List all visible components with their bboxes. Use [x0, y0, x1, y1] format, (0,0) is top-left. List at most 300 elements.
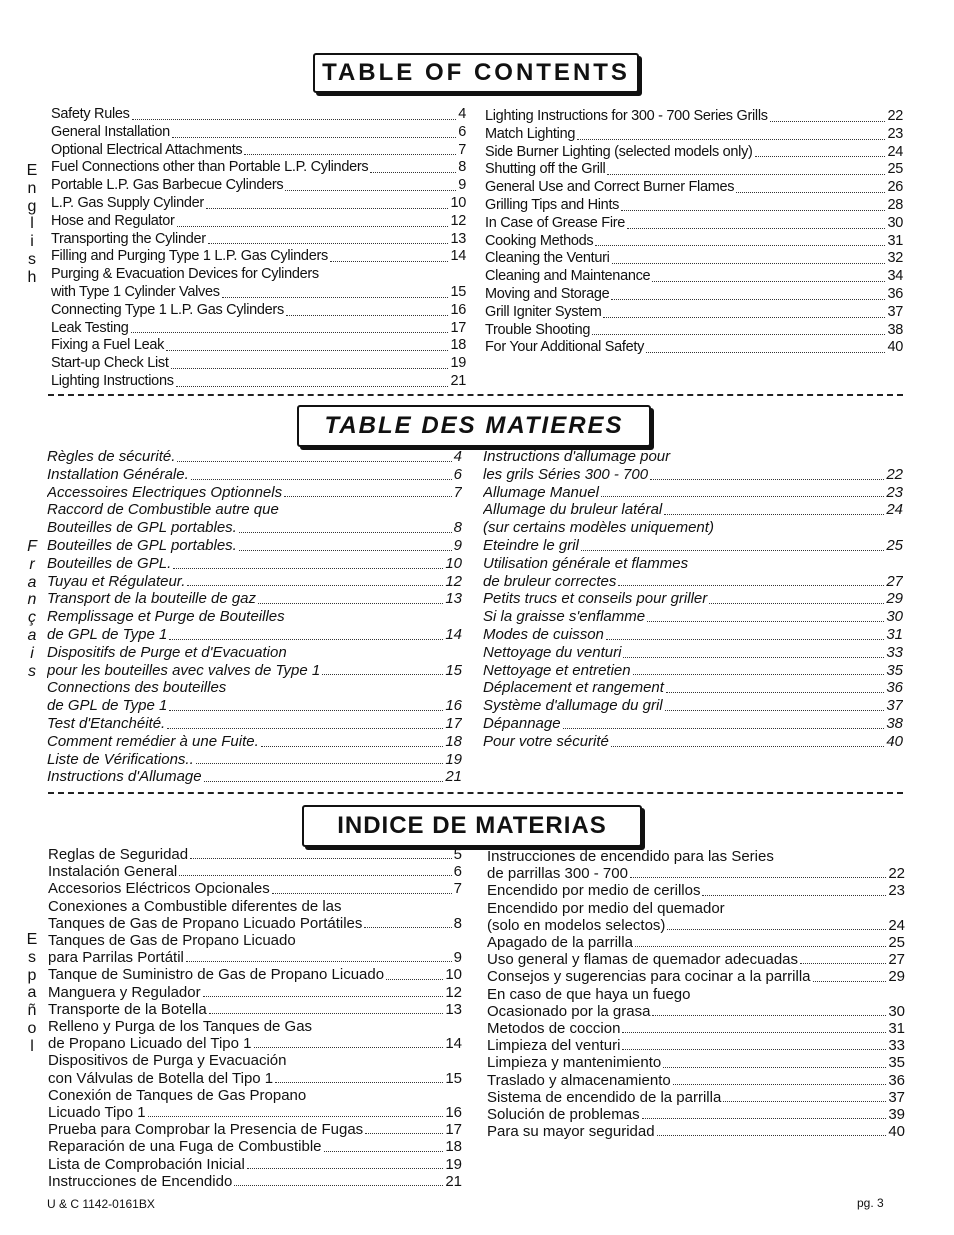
toc-entry-label: Lighting Instructions for 300 - 700 Series Grills	[485, 108, 768, 124]
toc-entry	[47, 466, 462, 484]
toc-entry-label: Nettoyage du venturi	[483, 643, 622, 661]
spanish-side-label	[24, 931, 40, 1056]
toc-entry-page: 34	[887, 268, 903, 285]
toc-entry	[487, 917, 905, 934]
dot-leader	[322, 674, 443, 675]
dot-leader	[647, 621, 884, 622]
toc-entry-label: Reglas de Seguridad	[48, 846, 189, 863]
toc-entry	[487, 1089, 905, 1106]
toc-entry	[48, 1173, 462, 1190]
dot-leader	[386, 979, 443, 980]
toc-entry-label: Nettoyage et entretien	[483, 661, 631, 679]
toc-entry-label: Instructions d'allumage pour	[483, 448, 671, 465]
toc-entry-page: 21	[445, 1172, 462, 1190]
toc-entry	[483, 466, 903, 484]
dot-leader	[187, 585, 443, 586]
toc-entry-label: In Case of Grease Fire	[485, 214, 626, 231]
toc-entry-page: 31	[887, 232, 903, 249]
spanish-title-text: INDICE DE MATERIAS	[337, 812, 607, 839]
toc-entry-label: Transporting the Cylinder	[51, 230, 206, 247]
toc-entry-page: 17	[445, 714, 462, 732]
toc-entry	[51, 231, 466, 249]
toc-entry	[47, 608, 462, 626]
toc-entry-label: Test d'Etanchéité.	[47, 714, 166, 732]
toc-entry	[48, 966, 462, 983]
toc-entry-label: Transport de la bouteille de gaz	[47, 590, 257, 608]
toc-entry-label: Instalación General	[48, 863, 178, 881]
toc-entry-page: 24	[887, 143, 903, 160]
toc-entry-label: Dispositivos de Purga y Evacuación	[48, 1052, 287, 1070]
toc-entry-page: 35	[886, 661, 903, 679]
toc-entry	[47, 590, 462, 608]
dot-leader	[622, 1032, 886, 1033]
toc-entry	[485, 215, 903, 233]
toc-entry-label: Relleno y Purga de los Tanques de Gas	[48, 1018, 313, 1036]
toc-entry-label: Liste de Vérifications..	[47, 750, 194, 768]
toc-entry-label: Tuyau et Régulateur.	[47, 572, 186, 590]
toc-entry-page: 31	[886, 625, 903, 643]
toc-entry-page: 4	[458, 106, 466, 122]
dot-leader	[663, 1067, 886, 1068]
toc-entry-label: General Use and Correct Burner Flames	[485, 179, 735, 196]
toc-entry	[48, 898, 462, 915]
dot-leader	[209, 1013, 444, 1014]
toc-entry-label: de GPL de Type 1	[47, 697, 168, 715]
toc-entry-page: 8	[458, 159, 466, 176]
toc-entry	[485, 108, 903, 126]
toc-entry-page: 33	[886, 643, 903, 661]
toc-entry	[487, 1054, 905, 1071]
toc-entry-page: 36	[887, 285, 903, 302]
toc-entry	[483, 519, 903, 537]
dot-leader	[603, 317, 885, 318]
toc-entry-label: de GPL de Type 1	[47, 625, 168, 643]
dot-leader	[208, 243, 449, 244]
dot-leader	[607, 174, 885, 175]
toc-entry	[485, 250, 903, 268]
toc-entry-label: Utilisation générale et flammes	[483, 554, 689, 572]
toc-entry-label: Purging & Evacuation Devices for Cylinders	[51, 266, 319, 283]
dot-leader	[148, 1116, 444, 1117]
toc-entry-page: 9	[458, 177, 466, 194]
dot-leader	[370, 172, 456, 173]
dot-leader	[592, 334, 885, 335]
toc-entry	[51, 124, 466, 142]
toc-entry	[485, 304, 903, 322]
toc-entry-page: 22	[887, 108, 903, 124]
dot-leader	[286, 315, 449, 316]
dot-leader	[261, 746, 444, 747]
toc-entry-label: Règles de sécurité.	[47, 448, 176, 465]
dot-leader	[324, 1151, 444, 1152]
toc-entry-label: Apagado de la parrilla	[487, 934, 633, 952]
toc-entry-label: Eteindre le gril	[483, 536, 579, 554]
side-letter: s	[28, 662, 36, 680]
toc-entry	[47, 697, 462, 715]
dot-leader	[365, 1133, 443, 1134]
toc-entry	[47, 484, 462, 502]
toc-entry-label: with Type 1 Cylinder Valves	[51, 283, 220, 300]
toc-entry	[483, 448, 903, 466]
toc-entry-page: 25	[888, 934, 905, 952]
toc-entry	[483, 662, 903, 680]
toc-entry-label: Cleaning the Venturi	[485, 250, 610, 267]
side-letter: s	[28, 948, 36, 966]
toc-entry-label: Bouteilles de GPL portables.	[47, 536, 237, 554]
toc-entry-page: 36	[886, 679, 903, 697]
toc-entry	[48, 1035, 462, 1052]
toc-entry	[48, 1001, 462, 1018]
toc-entry	[483, 733, 903, 751]
toc-entry-page: 29	[886, 590, 903, 608]
toc-entry-label: Dépannage	[483, 714, 561, 732]
toc-entry-label: Connections des bouteilles	[47, 679, 227, 697]
toc-entry	[487, 1020, 905, 1037]
toc-entry	[485, 179, 903, 197]
side-letter: E	[26, 162, 38, 179]
toc-entry-label: Modes de cuisson	[483, 625, 604, 643]
side-letter: E	[26, 931, 38, 948]
toc-entry	[51, 106, 466, 124]
toc-entry-page: 9	[453, 536, 462, 554]
toc-entry-page: 40	[888, 1123, 905, 1141]
toc-entry	[48, 1138, 462, 1155]
french-side-label	[24, 538, 40, 680]
toc-entry-page: 24	[886, 501, 903, 519]
dot-leader	[284, 496, 452, 497]
toc-entry-label: Consejos y sugerencias para cocinar a la parrilla	[487, 968, 811, 986]
dot-leader	[191, 479, 452, 480]
toc-entry	[487, 1003, 905, 1020]
dot-leader	[206, 208, 449, 209]
dot-leader	[664, 514, 884, 515]
toc-entry-page: 24	[888, 916, 905, 934]
dot-leader	[563, 728, 885, 729]
toc-entry-page: 12	[445, 572, 462, 590]
toc-entry	[48, 863, 462, 880]
dot-leader	[673, 1084, 887, 1085]
toc-entry-label: Para su mayor seguridad	[487, 1123, 655, 1141]
toc-entry-label: En caso de que haya un fuego	[487, 985, 691, 1003]
toc-entry-label: Si la graisse s'enflamme	[483, 608, 646, 626]
toc-entry	[47, 733, 462, 751]
toc-entry-label: Allumage du bruleur latéral	[483, 501, 663, 519]
toc-entry-label: Cooking Methods	[485, 232, 594, 249]
dot-leader	[622, 1049, 886, 1050]
toc-entry	[487, 882, 905, 899]
toc-entry	[51, 248, 466, 266]
toc-entry	[485, 233, 903, 251]
toc-entry	[485, 161, 903, 179]
toc-entry-label: Licuado Tipo 1	[48, 1104, 146, 1122]
toc-entry-page: 5	[453, 846, 462, 863]
toc-entry-label: Filling and Purging Type 1 L.P. Gas Cylinders	[51, 248, 328, 265]
dot-leader	[169, 639, 443, 640]
toc-entry	[487, 934, 905, 951]
toc-entry-label: Tanques de Gas de Propano Licuado Portátiles	[48, 914, 363, 932]
toc-entry-label: Déplacement et rangement	[483, 679, 664, 697]
english-title-text: TABLE OF CONTENTS	[322, 59, 630, 86]
toc-entry-label: Pour votre sécurité	[483, 732, 609, 750]
dot-leader	[581, 550, 884, 551]
toc-entry-page: 37	[888, 1088, 905, 1106]
toc-entry-page: 19	[450, 355, 466, 372]
toc-entry-label: Dispositifs de Purge et d'Evacuation	[47, 643, 287, 661]
toc-entry-page: 14	[445, 1035, 462, 1053]
section-divider	[48, 792, 903, 794]
french-title-text: TABLE DES MATIERES	[324, 412, 624, 439]
dot-leader	[606, 639, 884, 640]
toc-entry	[47, 448, 462, 466]
toc-entry-page: 16	[445, 697, 462, 715]
toc-entry	[483, 573, 903, 591]
toc-entry-page: 17	[445, 1121, 462, 1139]
toc-entry	[485, 197, 903, 215]
toc-entry-label: General Installation	[51, 123, 170, 140]
dot-leader	[642, 1118, 887, 1119]
toc-entry	[51, 284, 466, 302]
toc-entry-page: 8	[453, 914, 462, 932]
toc-entry-page: 27	[886, 572, 903, 590]
toc-entry-label: Instrucciones de Encendido	[48, 1172, 233, 1190]
side-letter: a	[27, 573, 37, 591]
toc-entry	[48, 846, 462, 863]
toc-entry-label: con Válvulas de Botella del Tipo 1	[48, 1069, 274, 1087]
toc-entry-page: 25	[886, 536, 903, 554]
toc-entry-label: Allumage Manuel	[483, 483, 599, 501]
toc-entry-label: Optional Electrical Attachments	[51, 141, 243, 158]
spanish-toc-left-column	[48, 846, 462, 1190]
toc-entry-page: 26	[887, 179, 903, 196]
toc-entry-label: Encendido por medio del quemador	[487, 899, 725, 917]
toc-entry-page: 13	[445, 1000, 462, 1018]
toc-entry	[485, 322, 903, 340]
dot-leader	[190, 858, 452, 859]
dot-leader	[635, 946, 886, 947]
toc-entry	[51, 337, 466, 355]
toc-entry	[48, 1104, 462, 1121]
toc-entry-page: 12	[450, 212, 466, 229]
dot-leader	[621, 210, 885, 211]
toc-entry	[47, 537, 462, 555]
side-letter: ñ	[27, 1002, 37, 1020]
toc-entry-label: Système d'allumage du gril	[483, 697, 663, 715]
dot-leader	[173, 568, 443, 569]
toc-entry-label: de Propano Licuado del Tipo 1	[48, 1035, 252, 1053]
toc-entry	[48, 984, 462, 1001]
dot-leader	[172, 137, 456, 138]
dot-leader	[813, 981, 887, 982]
toc-entry-page: 18	[445, 732, 462, 750]
toc-entry-label: Side Burner Lighting (selected models only)	[485, 143, 753, 160]
toc-entry-label: Reparación de una Fuga de Combustible	[48, 1138, 322, 1156]
english-toc-right-column	[485, 108, 903, 357]
toc-entry-page: 18	[450, 337, 466, 354]
dot-leader	[652, 1015, 886, 1016]
toc-entry-page: 7	[458, 141, 466, 158]
toc-entry-label: Comment remédier à une Fuite.	[47, 732, 259, 750]
toc-entry-page: 27	[888, 951, 905, 969]
toc-entry-label: Transporte de la Botella	[48, 1000, 207, 1018]
dot-leader	[667, 929, 886, 930]
toc-entry	[47, 519, 462, 537]
dot-leader	[196, 763, 444, 764]
toc-entry-page: 9	[453, 949, 462, 967]
dot-leader	[364, 927, 451, 928]
toc-entry-label: Leak Testing	[51, 319, 129, 336]
toc-entry	[48, 1156, 462, 1173]
toc-entry	[483, 501, 903, 519]
toc-entry-label: Solución de problemas	[487, 1106, 640, 1124]
toc-entry-label: Encendido por medio de cerillos	[487, 882, 701, 900]
toc-entry	[483, 715, 903, 733]
toc-entry-page: 13	[445, 590, 462, 608]
toc-entry	[485, 268, 903, 286]
toc-entry-label: Metodos de coccion	[487, 1020, 621, 1038]
dot-leader	[652, 281, 885, 282]
toc-entry	[48, 1121, 462, 1138]
dot-leader	[800, 963, 886, 964]
toc-entry-label: para Parrilas Portátil	[48, 949, 184, 967]
dot-leader	[204, 781, 444, 782]
toc-entry-page: 8	[453, 519, 462, 537]
dot-leader	[709, 603, 884, 604]
toc-entry-page: 38	[886, 714, 903, 732]
toc-entry-page: 25	[887, 161, 903, 178]
toc-entry	[485, 144, 903, 162]
french-toc-left-column	[47, 448, 462, 786]
toc-entry	[51, 302, 466, 320]
toc-entry-page: 4	[453, 448, 462, 465]
toc-entry-page: 10	[450, 194, 466, 211]
side-letter: n	[27, 179, 37, 197]
toc-entry	[48, 932, 462, 949]
toc-entry	[51, 355, 466, 373]
section-divider	[48, 394, 903, 396]
dot-leader	[666, 692, 884, 693]
toc-entry-page: 6	[458, 123, 466, 140]
toc-entry	[483, 484, 903, 502]
dot-leader	[179, 875, 451, 876]
toc-entry-label: Portable L.P. Gas Barbecue Cylinders	[51, 177, 284, 194]
dot-leader	[272, 893, 452, 894]
toc-entry	[51, 159, 466, 177]
dot-leader	[702, 895, 886, 896]
toc-entry	[483, 590, 903, 608]
toc-entry-page: 14	[450, 248, 466, 265]
toc-entry-page: 40	[886, 732, 903, 750]
toc-entry-label: Instrucciones de encendido para las Series	[487, 848, 774, 865]
toc-entry-label: Cleaning and Maintenance	[485, 268, 651, 285]
toc-entry-page: 30	[886, 608, 903, 626]
toc-entry-label: Conexiones a Combustible diferentes de las	[48, 897, 342, 915]
dot-leader	[247, 1168, 444, 1169]
toc-entry-label: Instructions d'Allumage	[47, 768, 202, 786]
toc-entry-label: Fuel Connections other than Portable L.P. Cylinders	[51, 159, 369, 176]
toc-entry-page: 7	[453, 880, 462, 898]
toc-entry-page: 12	[445, 983, 462, 1001]
spanish-section-title	[302, 805, 642, 847]
toc-entry	[485, 339, 903, 357]
toc-entry-page: 7	[453, 483, 462, 501]
toc-entry	[47, 662, 462, 680]
toc-entry	[47, 501, 462, 519]
toc-entry	[487, 951, 905, 968]
side-letter: s	[28, 250, 36, 268]
toc-entry	[51, 266, 466, 284]
dot-leader	[131, 332, 449, 333]
dot-leader	[167, 728, 443, 729]
toc-entry	[483, 644, 903, 662]
toc-entry-label: Sistema de encendido de la parrilla	[487, 1088, 722, 1106]
toc-entry	[487, 865, 905, 882]
dot-leader	[611, 299, 885, 300]
dot-leader	[169, 710, 443, 711]
toc-entry-label: Grilling Tips and Hints	[485, 196, 620, 213]
toc-entry-page: 32	[887, 250, 903, 267]
dot-leader	[577, 139, 885, 140]
toc-entry-label: Raccord de Combustible autre que	[47, 501, 279, 519]
toc-entry	[483, 555, 903, 573]
toc-entry-label: pour les bouteilles avec valves de Type 1	[47, 661, 321, 679]
toc-entry-page: 36	[888, 1071, 905, 1089]
toc-entry	[487, 848, 905, 865]
toc-entry-page: 23	[888, 882, 905, 900]
dot-leader	[665, 710, 885, 711]
side-letter: F	[27, 538, 37, 555]
french-toc-right-column	[483, 448, 903, 751]
dot-leader	[177, 226, 449, 227]
toc-entry	[483, 679, 903, 697]
side-letter: p	[27, 966, 37, 984]
side-letter: g	[27, 197, 37, 215]
dot-leader	[176, 386, 449, 387]
toc-entry	[487, 1123, 905, 1140]
toc-entry-label: Trouble Shooting	[485, 321, 591, 338]
toc-entry-label: Accessoires Electriques Optionnels	[47, 483, 283, 501]
toc-entry	[47, 679, 462, 697]
toc-entry-page: 28	[887, 196, 903, 213]
toc-entry-page: 40	[887, 339, 903, 356]
toc-entry-page: 15	[445, 1069, 462, 1087]
toc-entry	[51, 320, 466, 338]
page-number: pg. 3	[857, 1196, 884, 1210]
dot-leader	[601, 496, 884, 497]
toc-entry-label: de bruleur correctes	[483, 572, 617, 590]
dot-leader	[166, 350, 448, 351]
side-letter: n	[27, 591, 37, 609]
toc-entry-page: 19	[445, 1155, 462, 1173]
toc-entry-page: 29	[888, 968, 905, 986]
toc-entry	[51, 142, 466, 160]
toc-entry-page: 22	[888, 865, 905, 883]
document-code: U & C 1142-0161BX	[47, 1197, 155, 1211]
toc-entry-page: 13	[450, 230, 466, 247]
dot-leader	[177, 461, 451, 462]
toc-entry-page: 6	[453, 863, 462, 881]
dot-leader	[254, 1047, 444, 1048]
side-letter: i	[30, 644, 34, 662]
dot-leader	[618, 585, 884, 586]
toc-entry	[47, 768, 462, 786]
dot-leader	[736, 192, 885, 193]
side-letter: i	[30, 233, 34, 251]
dot-leader	[203, 996, 444, 997]
toc-entry	[47, 626, 462, 644]
toc-entry-label: Grill Igniter System	[485, 303, 602, 320]
toc-entry	[51, 195, 466, 213]
side-letter: h	[27, 268, 37, 286]
